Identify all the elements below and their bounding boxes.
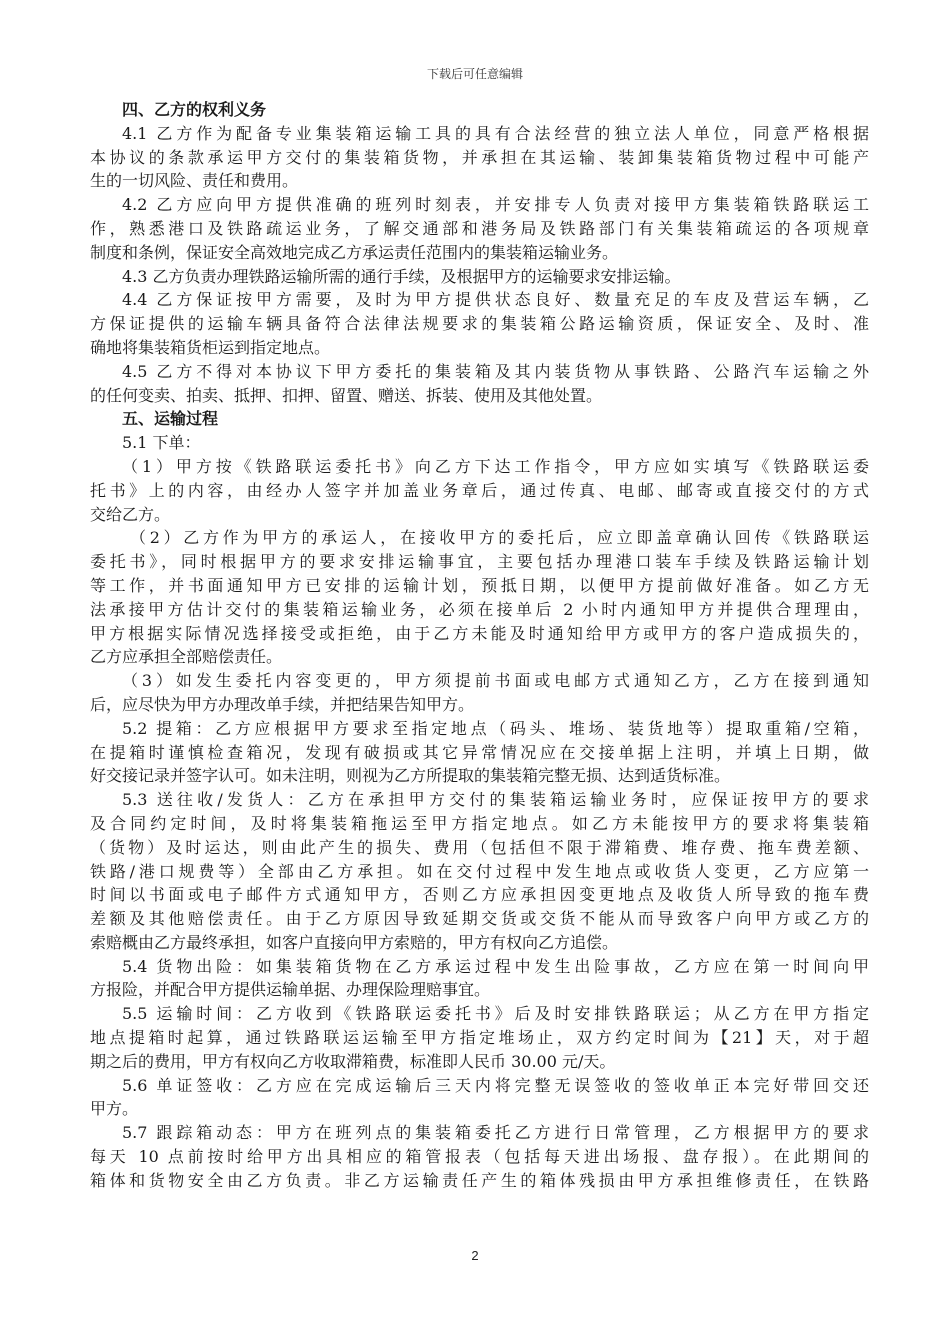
text-line: （1）甲方按《铁路联运委托书》向乙方下达工作指令，甲方应如实填写《铁路联运委 [122,456,869,476]
text-line: 等工作，并书面通知甲方已安排的运输计划，预抵日期，以便甲方提前做好准备。如乙方无 [90,575,869,595]
text-line: 5.3 送往收/发货人：乙方在承担甲方交付的集装箱运输业务时，应保证按甲方的要求 [122,790,869,810]
text-line: 托书》上的内容，由经办人签字并加盖业务章后，通过传真、电邮、邮寄或直接交付的方式 [90,480,869,500]
text-line: 4.5 乙方不得对本协议下甲方委托的集装箱及其内装货物从事铁路、公路汽车运输之外 [122,361,869,381]
text-line: 在提箱时谨慎检查箱况，发现有破损或其它异常情况应在交接单据上注明，并填上日期，做 [90,742,869,762]
text-line: 5.7 跟踪箱动态：甲方在班列点的集装箱委托乙方进行日常管理，乙方根据甲方的要求 [122,1123,869,1143]
text-line: 5.5 运输时间：乙方收到《铁路联运委托书》后及时安排铁路联运；从乙方在甲方指定 [122,1004,869,1024]
text-line: 法承接甲方估计交付的集装箱运输业务，必须在接单后 2 小时内通知甲方并提供合理理由， [90,599,869,619]
text-line: 5.6 单证签收：乙方应在完成运输后三天内将完整无误签收的签收单正本完好带回交还 [122,1075,869,1095]
text-line: 乙方应承担全部赔偿责任。 [90,647,283,667]
text-line: 地点提箱时起算，通过铁路联运运输至甲方指定堆场止，双方约定时间为【21】天，对于超 [90,1028,869,1048]
text-line: 5.1 下单： [122,433,201,453]
text-line: 作，熟悉港口及铁路疏运业务，了解交通部和港务局及铁路部门有关集装箱疏运的各项规章 [90,218,869,238]
text-line: 后，应尽快为甲方办理改单手续，并把结果告知甲方。 [90,694,475,714]
page-number: 2 [471,1248,479,1263]
text-line: 生的一切风险、责任和费用。 [90,171,299,191]
text-line: 5.4 货物出险：如集装箱货物在乙方承运过程中发生出险事故，乙方应在第一时间向甲 [122,956,869,976]
text-line: 4.4 乙方保证按甲方需要，及时为甲方提供状态良好、数量充足的车皮及营运车辆，乙 [122,290,869,310]
text-line: 及合同约定时间，及时将集装箱拖运至甲方指定地点。如乙方未能按甲方的要求将集装箱 [90,813,869,833]
text-line: 四、乙方的权利义务 [122,100,267,119]
page-header: 下载后可任意编辑 [426,67,523,81]
text-line: 铁路/港口规费等）全部由乙方承担。如在交付过程中发生地点或收货人变更，乙方应第一 [90,861,869,881]
text-line: 时间以书面或电子邮件方式通知甲方，否则乙方应承担因变更地点及收货人所导致的拖车费 [90,885,869,905]
text-line: 箱体和货物安全由乙方负责。非乙方运输责任产生的箱体残损由甲方承担维修责任，在铁路 [90,1170,869,1190]
text-line: 期之后的费用，甲方有权向乙方收取滞箱费，标准即人民币 30.00 元/天。 [90,1051,616,1071]
text-line: 本协议的条款承运甲方交付的集装箱货物，并承担在其运输、装卸集装箱货物过程中可能产 [90,147,869,167]
text-line: 差额及其他赔偿责任。由于乙方原因导致延期交货或交货不能从而导致客户向甲方或乙方的 [90,909,869,929]
text-line: 确地将集装箱货柜运到指定地点。 [90,337,331,357]
text-line: 制度和条例，保证安全高效地完成乙方承运责任范围内的集装箱运输业务。 [90,242,619,262]
text-line: 甲方。 [90,1099,139,1119]
document-body [90,98,869,1193]
text-line: 4.3 乙方负责办理铁路运输所需的通行手续，及根据甲方的运输要求安排运输。 [122,266,681,286]
text-line: 的任何变卖、拍卖、抵押、扣押、留置、赠送、拆装、使用及其他处置。 [90,385,603,405]
text-line: 方报险，并配合甲方提供运输单据、办理保险理赔事宜。 [90,980,491,1000]
text-line: （2）乙方作为甲方的承运人，在接收甲方的委托后，应立即盖章确认回传《铁路联运 [130,528,869,548]
text-line: 4.2 乙方应向甲方提供准确的班列时刻表，并安排专人负责对接甲方集装箱铁路联运工 [122,195,869,215]
text-line: 4.1 乙方作为配备专业集装箱运输工具的具有合法经营的独立法人单位，同意严格根据 [122,123,869,143]
text-line: （货物）及时运达，则由此产生的损失、费用（包括但不限于滞箱费、堆存费、拖车费差额、 [90,837,869,857]
text-line: 委托书》，同时根据甲方的要求安排运输事宜，主要包括办理港口装车手续及铁路运输计划 [90,552,869,572]
text-line: 方保证提供的运输车辆具备符合法律法规要求的集装箱公路运输资质，保证安全、及时、准 [90,314,869,334]
text-line: 五、运输过程 [122,409,219,429]
text-line: 甲方根据实际情况选择接受或拒绝，由于乙方未能及时通知给甲方或甲方的客户造成损失的， [90,623,869,643]
text-line: （3）如发生委托内容变更的，甲方须提前书面或电邮方式通知乙方，乙方在接到通知 [122,671,869,691]
text-line: 好交接记录并签字认可。如未注明，则视为乙方所提取的集装箱完整无损、达到适货标准。 [90,766,731,786]
text-line: 交给乙方。 [90,504,171,524]
text-line: 每天 10 点前按时给甲方出具相应的箱管报表（包括每天进出场报、盘存报）。在此期间的 [90,1147,869,1167]
text-line: 5.2 提箱：乙方应根据甲方要求至指定地点（码头、堆场、装货地等）提取重箱/空箱， [122,718,869,738]
text-line: 索赔概由乙方最终承担，如客户直接向甲方索赔的，甲方有权向乙方追偿。 [90,932,619,952]
